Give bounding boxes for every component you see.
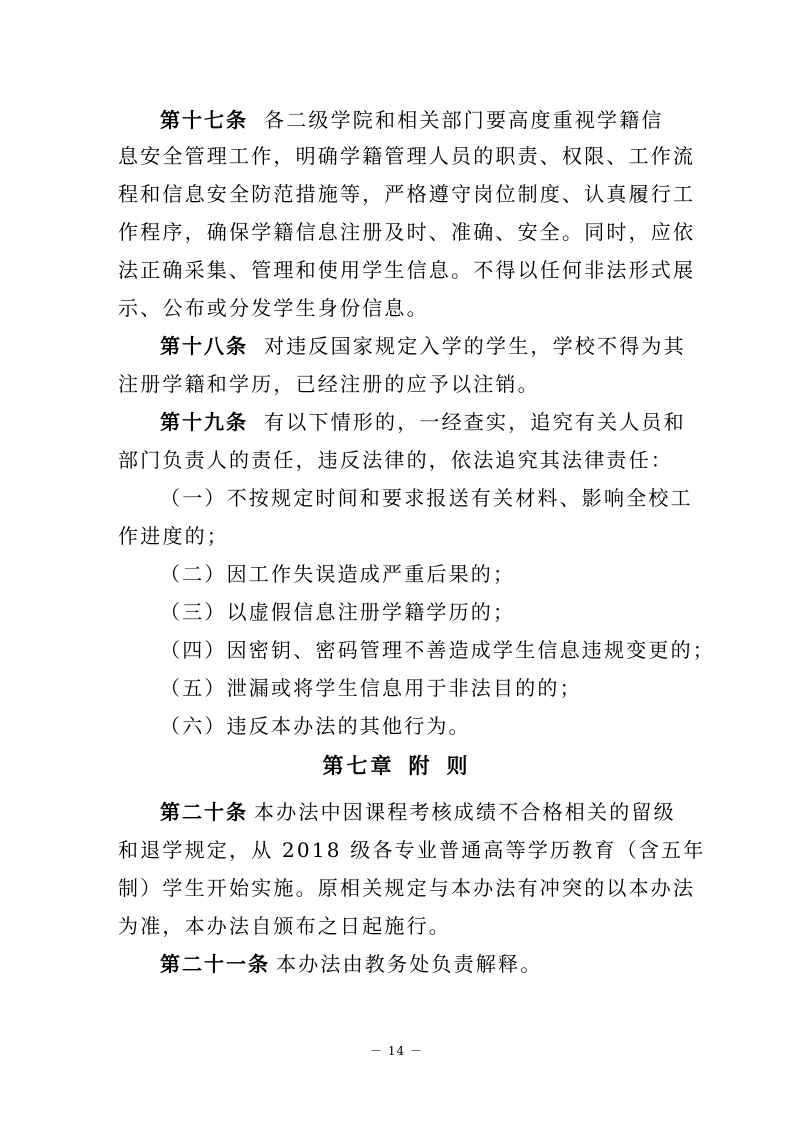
article-21-text: 本办法由教务处负责解释。 (276, 952, 543, 976)
article-19-item-2: （二）因工作失误造成严重后果的； (160, 562, 516, 586)
article-20-line-4: 为准，本办法自颁布之日起施行。 (118, 914, 451, 938)
article-19-item-3: （三）以虚假信息注册学籍学历的； (160, 600, 516, 624)
article-19-text: 有以下情形的，一经查实，追究有关人员和 (264, 410, 686, 434)
article-19-item-6: （六）违反本办法的其他行为。 (160, 714, 471, 738)
article-19-heading: 第十九条 (160, 410, 248, 434)
chapter-title-part-1: 附 (408, 754, 433, 778)
article-17-heading: 第十七条 (160, 108, 248, 132)
article-19-line-1 (160, 404, 686, 440)
article-20-line-2: 和退学规定，从 2018 级各专业普通高等学历教育（含五年 (118, 838, 706, 862)
article-21-line-1 (160, 946, 678, 982)
chapter-number: 第七章 (322, 754, 395, 778)
article-18-line-2: 注册学籍和学历，已经注册的应予以注销。 (118, 372, 540, 396)
article-17-line-6: 示、公布或分发学生身份信息。 (118, 296, 429, 320)
article-20-text: 本办法中因课程考核成绩不合格相关的留级 (254, 800, 676, 824)
article-19-item-1-cont: 作进度的； (118, 524, 229, 548)
article-21-heading: 第二十一条 (160, 952, 270, 976)
article-17-line-4: 作程序，确保学籍信息注册及时、准确、安全。同时，应依 (118, 220, 696, 244)
article-17-line-3: 程和信息安全防范措施等，严格遵守岗位制度、认真履行工 (118, 182, 696, 206)
article-20-heading: 第二十条 (160, 800, 248, 824)
article-20-line-1 (160, 794, 678, 830)
chapter-title-part-2: 则 (446, 754, 471, 778)
article-17-line-2: 息安全管理工作，明确学籍管理人员的职责、权限、工作流 (118, 144, 696, 168)
article-17-text: 各二级学院和相关部门要高度重视学籍信 (264, 108, 664, 132)
article-19-line-2: 部门负责人的责任，违反法律的，依法追究其法律责任： (118, 448, 673, 472)
article-18-line-1 (160, 328, 686, 364)
article-19-item-5: （五）泄漏或将学生信息用于非法目的的； (160, 676, 582, 700)
article-19-item-1: （一）不按规定时间和要求报送有关材料、影响全校工 (160, 486, 693, 510)
article-17-line-5: 法正确采集、管理和使用学生信息。不得以任何非法形式展 (118, 258, 696, 282)
page-number: － 14 － (370, 1044, 423, 1058)
article-19-item-4: （四）因密钥、密码管理不善造成学生信息违规变更的； (160, 638, 715, 662)
article-20-line-3: 制）学生开始实施。原相关规定与本办法有冲突的以本办法 (118, 876, 696, 900)
article-18-text: 对违反国家规定入学的学生，学校不得为其 (264, 334, 686, 358)
chapter-heading (0, 748, 793, 784)
article-18-heading: 第十八条 (160, 334, 248, 358)
article-17-line-1 (160, 102, 678, 138)
